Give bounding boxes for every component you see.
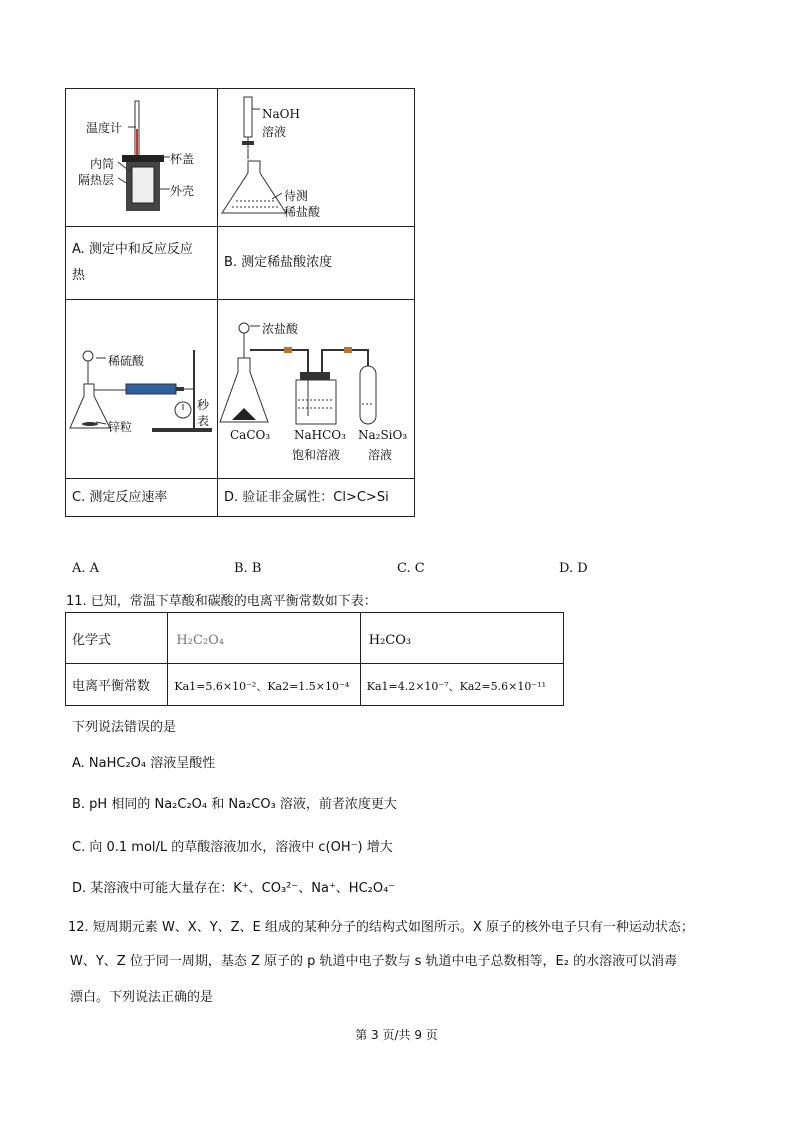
q11-option-a: A. NaHC₂O₄ 溶液呈酸性 [72, 756, 216, 771]
label-lid: 杯盖 [170, 152, 195, 166]
label-nahco3: NaHCO₃ [294, 428, 346, 442]
cell-calorimeter [66, 89, 218, 227]
caption-d: D. 验证非金属性：Cl>C>Si [224, 489, 389, 505]
label-caco3: CaCO₃ [230, 428, 271, 442]
label-thermometer: 温度计 [86, 121, 123, 135]
caption-a-line1: A. 测定中和反应反应 [72, 242, 193, 257]
q11-table [65, 612, 564, 706]
q12-line2: W、Y、Z 位于同一周期，基态 Z 原子的 p 轨道中电子数与 s 轨道中电子总数相等，E₂ 的水溶液可以消毒 [70, 954, 678, 969]
caption-c: C. 测定反应速率 [72, 489, 168, 505]
q11-row2-label-cell [66, 664, 168, 706]
q11-h2co3-cell [360, 613, 563, 664]
label-stopwatch-1: 秒 [197, 398, 210, 412]
q11-h2co3-ka-cell [360, 664, 563, 706]
label-shell: 外壳 [170, 184, 195, 198]
label-stopwatch-2: 表 [197, 414, 210, 428]
label-naoh: NaOH [262, 107, 300, 121]
q11-row2-label: 电离平衡常数 [72, 679, 151, 694]
caption-d-cell [218, 479, 415, 517]
q11-h2c2o4: H₂C₂O₄ [176, 632, 224, 648]
q12-line1: 12. 短周期元素 W、X、Y、Z、E 组成的某种分子的结构式如图所示。X 原子的核外电子只有一种运动状态； [68, 920, 694, 935]
q11-option-c: C. 向 0.1 mol/L 的草酸溶液加水，溶液中 c(OH⁻) 增大 [72, 840, 393, 855]
q11-h2co3: H₂CO₃ [368, 632, 412, 648]
calorimeter-figure [66, 89, 217, 226]
label-zinc: 锌粒 [108, 420, 133, 434]
q10-option-d: D. D [559, 561, 588, 576]
caption-c-cell [66, 479, 218, 517]
label-dilute-h2so4: 稀硫酸 [108, 354, 145, 368]
q10-option-a: A. A [72, 561, 100, 576]
caption-b-cell [218, 227, 415, 300]
q11-h2co3-ka: Ka1=4.2×10⁻⁷、Ka2=5.6×10⁻¹¹ [366, 680, 546, 693]
q11-stem: 11. 已知，常温下草酸和碳酸的电离平衡常数如下表： [66, 594, 377, 609]
label-inner: 内筒 [90, 157, 115, 171]
reaction-rate-figure [66, 300, 217, 478]
label-na2sio3-solution: 溶液 [368, 448, 393, 462]
cell-titration [218, 89, 415, 227]
q11-option-b: B. pH 相同的 Na₂C₂O₄ 和 Na₂CO₃ 溶液，前者浓度更大 [72, 797, 397, 812]
q11-h2c2o4-ka-cell [168, 664, 360, 706]
cell-rate [66, 300, 218, 479]
label-na2sio3: Na₂SiO₃ [358, 428, 408, 442]
q10-option-b: B. B [234, 561, 262, 576]
label-dilute-hcl: 稀盐酸 [284, 205, 321, 219]
label-saturated: 饱和溶液 [292, 448, 341, 462]
q11-option-d: D. 某溶液中可能大量存在：K⁺、CO₃²⁻、Na⁺、HC₂O₄⁻ [72, 881, 396, 896]
q11-row1-label: 化学式 [72, 632, 112, 648]
label-insulation: 隔热层 [78, 173, 115, 187]
caption-a-cell [66, 227, 218, 300]
cell-nonmetal [218, 300, 415, 479]
q11-h2c2o4-ka: Ka1=5.6×10⁻²、Ka2=1.5×10⁻⁴ [174, 680, 350, 693]
q11-h2c2o4-cell [168, 613, 360, 664]
q10-option-c: C. C [397, 561, 425, 576]
label-naoh-solution: 溶液 [262, 125, 287, 139]
label-conc-hcl: 浓盐酸 [262, 322, 299, 336]
q11-row1-label-cell [66, 613, 168, 664]
caption-b: B. 测定稀盐酸浓度 [224, 255, 333, 270]
caption-a-line2: 热 [72, 268, 86, 283]
q10-figure-table [65, 88, 415, 517]
label-to-test: 待测 [284, 189, 309, 203]
q11-ask: 下列说法错误的是 [72, 720, 177, 735]
q12-line3: 漂白。下列说法正确的是 [70, 990, 214, 1005]
page-footer: 第 3 页/共 9 页 [355, 1028, 438, 1042]
